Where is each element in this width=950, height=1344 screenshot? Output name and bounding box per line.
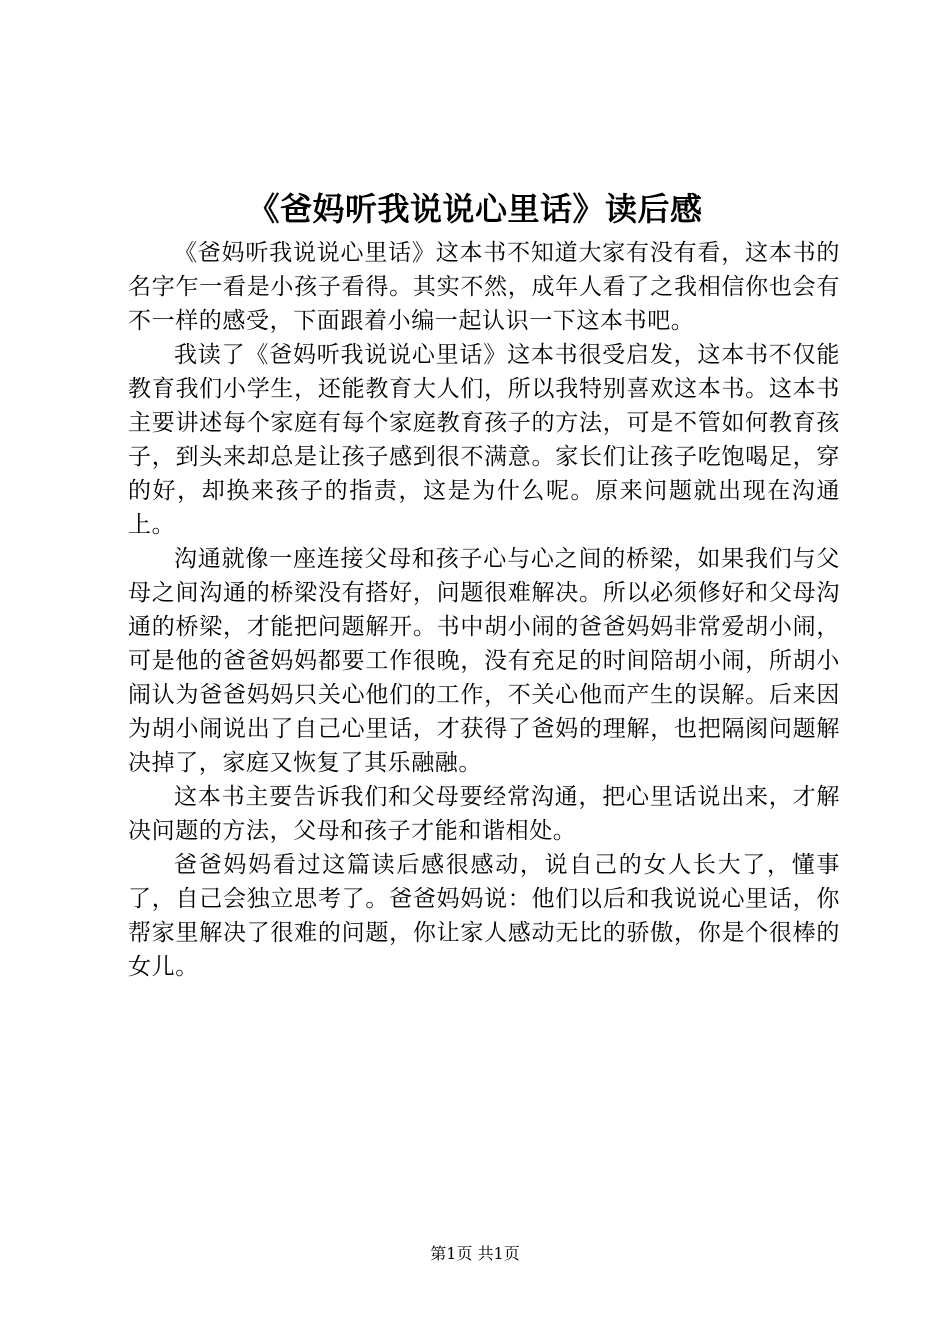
document-body — [128, 236, 840, 984]
page-title: 《爸妈听我说说心里话》读后感 — [247, 190, 703, 228]
paragraph-3: 沟通就像一座连接父母和孩子心与心之间的桥梁，如果我们与父母之间沟通的桥梁没有搭好，问题很难解决。所以必须修好和父母沟通的桥梁，才能把问题解开。书中胡小闹的爸爸妈妈非常爱胡小闹，可是他的爸爸妈妈都要工作很晚，没有充足的时间陪胡小闹，所胡小闹认为爸爸妈妈只关心他们的工作，不关心他而产生的误解。后来因为胡小闹说出了自己心里话，才获得了爸妈的理解，也把隔阂问题解决掉了，家庭又恢复了其乐融融。 — [128, 546, 840, 776]
paragraph-1: 《爸妈听我说说心里话》这本书不知道大家有没有看，这本书的名字乍一看是小孩子看得。其实不然，成年人看了之我相信你也会有不一样的感受，下面跟着小编一起认识一下这本书吧。 — [128, 240, 840, 334]
paragraph-4: 这本书主要告诉我们和父母要经常沟通，把心里话说出来，才解决问题的方法，父母和孩子才能和谐相处。 — [128, 784, 840, 844]
paragraph-5: 爸爸妈妈看过这篇读后感很感动，说自己的女人长大了，懂事了，自己会独立思考了。爸爸妈妈说：他们以后和我说说心里话，你帮家里解决了很难的问题，你让家人感动无比的骄傲，你是个很棒的女儿。 — [128, 852, 840, 980]
paragraph-2: 我读了《爸妈听我说说心里话》这本书很受启发，这本书不仅能教育我们小学生，还能教育大人们，所以我特别喜欢这本书。这本书主要讲述每个家庭有每个家庭教育孩子的方法，可是不管如何教育孩子，到头来却总是让孩子感到很不满意。家长们让孩子吃饱喝足，穿的好，却换来孩子的指责，这是为什么呢。原来问题就出现在沟通上。 — [128, 342, 840, 538]
page-number-footer: 第1页 共1页 — [430, 1244, 520, 1263]
